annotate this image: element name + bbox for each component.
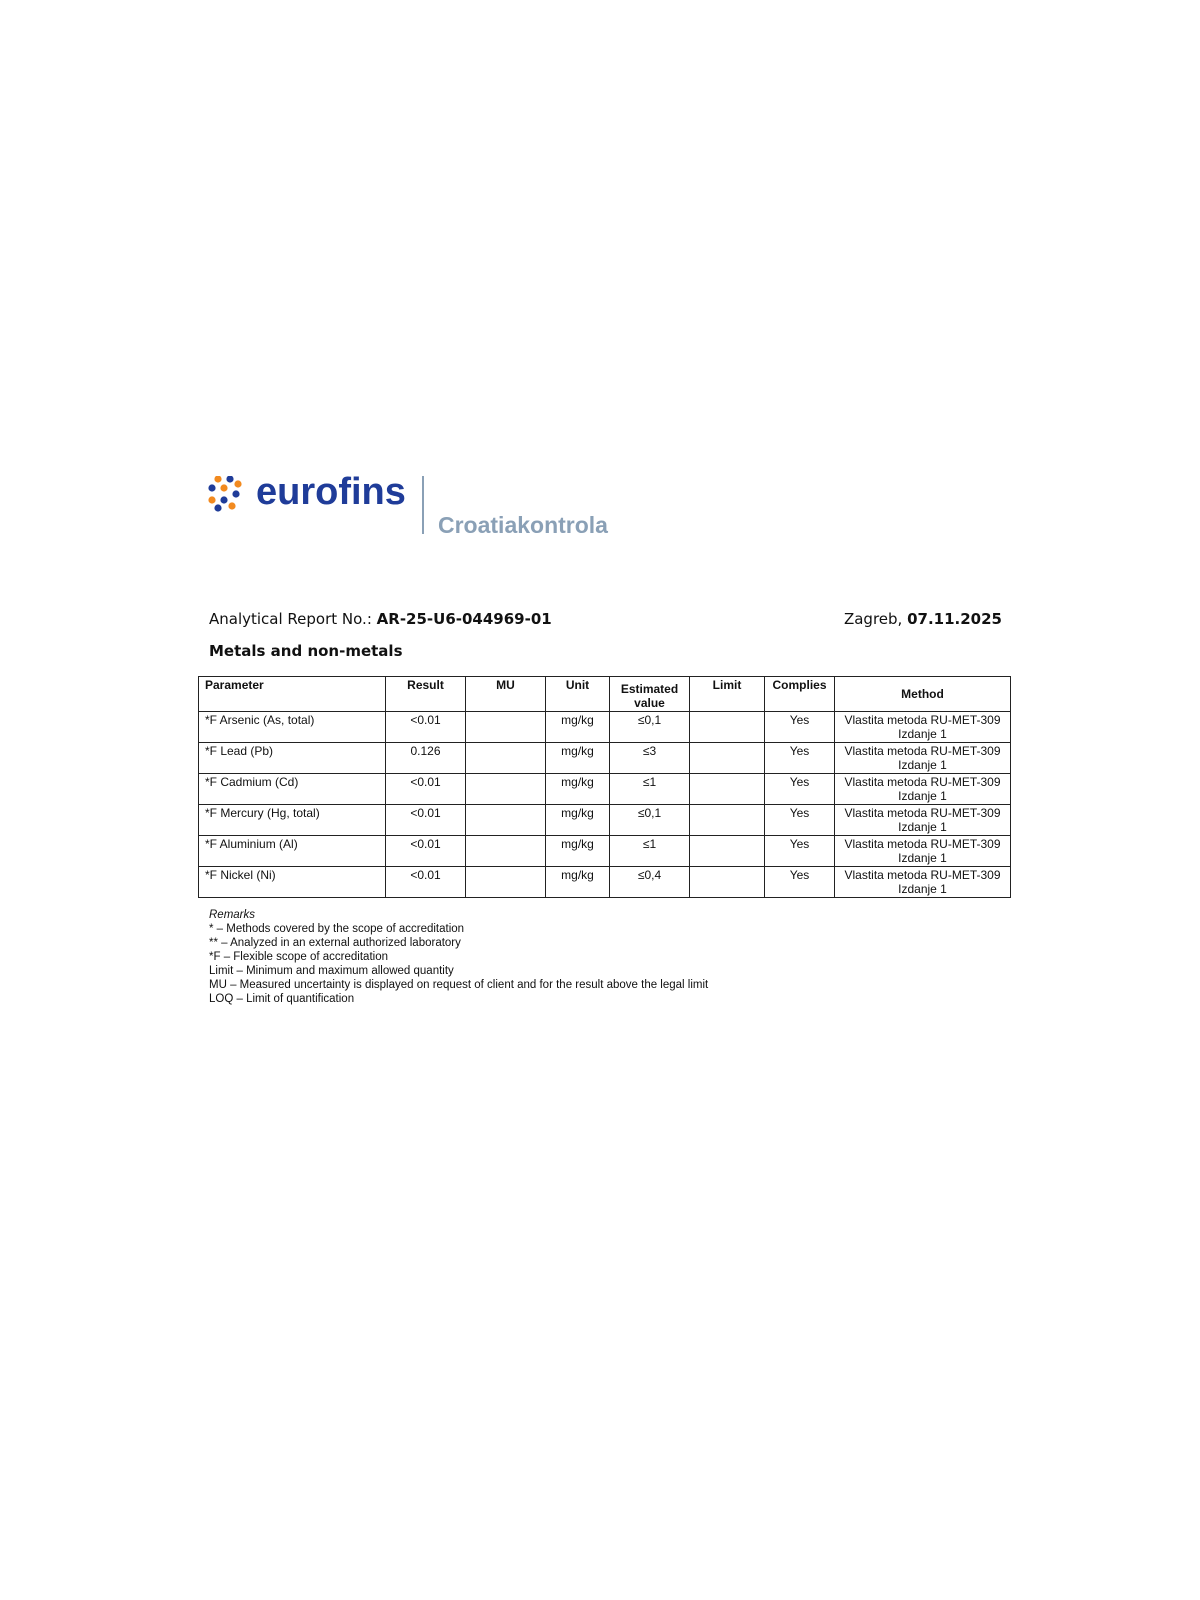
company-logo [208, 476, 628, 556]
header-result: Result [386, 677, 466, 712]
cell-limit [690, 712, 765, 743]
report-number-block [209, 610, 552, 628]
molecule-icon [208, 476, 241, 512]
method-line2: Izdanje 1 [898, 851, 947, 865]
report-date: 07.11.2025 [907, 610, 1002, 628]
cell-method [835, 774, 1011, 805]
remarks-block [209, 908, 708, 1006]
cell-parameter: *F Arsenic (As, total) [199, 712, 386, 743]
cell-result: <0.01 [386, 712, 466, 743]
header-estimated-value [610, 677, 690, 712]
cell-method [835, 712, 1011, 743]
cell-estimated: ≤1 [610, 836, 690, 867]
cell-complies: Yes [765, 836, 835, 867]
cell-mu [466, 774, 546, 805]
cell-result: <0.01 [386, 836, 466, 867]
cell-mu [466, 805, 546, 836]
cell-unit: mg/kg [546, 743, 610, 774]
cell-limit [690, 805, 765, 836]
header-limit: Limit [690, 677, 765, 712]
method-line1: Vlastita metoda RU-MET-309 [844, 837, 1001, 851]
section-title: Metals and non-metals [209, 642, 403, 660]
method-line2: Izdanje 1 [898, 789, 947, 803]
cell-complies: Yes [765, 805, 835, 836]
header-estimated-line1: Estimated [620, 682, 679, 696]
method-line2: Izdanje 1 [898, 820, 947, 834]
cell-estimated: ≤0,4 [610, 867, 690, 898]
header-estimated-line2: value [634, 696, 665, 710]
cell-limit [690, 774, 765, 805]
method-line1: Vlastita metoda RU-MET-309 [844, 744, 1001, 758]
table-row [199, 836, 1011, 867]
header-method: Method [835, 677, 1011, 712]
cell-mu [466, 743, 546, 774]
cell-method [835, 743, 1011, 774]
cell-parameter: *F Mercury (Hg, total) [199, 805, 386, 836]
report-header-line [209, 610, 1002, 634]
cell-result: <0.01 [386, 867, 466, 898]
cell-mu [466, 712, 546, 743]
table-row [199, 712, 1011, 743]
cell-complies: Yes [765, 743, 835, 774]
cell-unit: mg/kg [546, 774, 610, 805]
cell-parameter: *F Nickel (Ni) [199, 867, 386, 898]
remark-line: ** – Analyzed in an external authorized laboratory [209, 937, 461, 949]
method-line1: Vlastita metoda RU-MET-309 [844, 806, 1001, 820]
cell-limit [690, 867, 765, 898]
results-table [198, 676, 1011, 898]
cell-result: <0.01 [386, 805, 466, 836]
cell-method [835, 836, 1011, 867]
cell-result: <0.01 [386, 774, 466, 805]
cell-method [835, 867, 1011, 898]
header-unit: Unit [546, 677, 610, 712]
brand-wordmark: eurofins [256, 476, 406, 513]
method-line2: Izdanje 1 [898, 727, 947, 741]
header-complies: Complies [765, 677, 835, 712]
cell-unit: mg/kg [546, 712, 610, 743]
report-date-block [844, 610, 1002, 628]
table-row [199, 774, 1011, 805]
cell-parameter: *F Aluminium (Al) [199, 836, 386, 867]
table-header-row [199, 677, 1011, 712]
header-parameter: Parameter [199, 677, 386, 712]
cell-limit [690, 836, 765, 867]
cell-method [835, 805, 1011, 836]
remark-line: Limit – Minimum and maximum allowed quantity [209, 965, 454, 977]
report-number-label: Analytical Report No.: [209, 610, 377, 628]
cell-parameter: *F Lead (Pb) [199, 743, 386, 774]
table-row [199, 805, 1011, 836]
method-line2: Izdanje 1 [898, 758, 947, 772]
cell-mu [466, 836, 546, 867]
remark-line: MU – Measured uncertainty is displayed on request of client and for the result above the legal limit [209, 979, 709, 991]
cell-estimated: ≤1 [610, 774, 690, 805]
logo-divider [422, 476, 424, 534]
cell-complies: Yes [765, 774, 835, 805]
remark-line: * – Methods covered by the scope of accreditation [209, 923, 465, 935]
remark-line: LOQ – Limit of quantification [209, 993, 355, 1005]
remarks-title: Remarks [209, 909, 256, 921]
method-line2: Izdanje 1 [898, 882, 947, 896]
cell-estimated: ≤0,1 [610, 712, 690, 743]
eurofins-logo-graphic [208, 476, 628, 556]
method-line1: Vlastita metoda RU-MET-309 [844, 868, 1001, 882]
cell-complies: Yes [765, 712, 835, 743]
cell-unit: mg/kg [546, 805, 610, 836]
table-row [199, 743, 1011, 774]
cell-complies: Yes [765, 867, 835, 898]
cell-unit: mg/kg [546, 836, 610, 867]
remark-line: *F – Flexible scope of accreditation [209, 951, 388, 963]
cell-parameter: *F Cadmium (Cd) [199, 774, 386, 805]
table-row [199, 867, 1011, 898]
report-place: Zagreb, [843, 610, 908, 628]
cell-estimated: ≤3 [610, 743, 690, 774]
subbrand-wordmark: Croatiakontrola [438, 512, 608, 538]
cell-result: 0.126 [386, 743, 466, 774]
report-number: AR-25-U6-044969-01 [376, 610, 552, 628]
method-line1: Vlastita metoda RU-MET-309 [844, 775, 1001, 789]
header-mu: MU [466, 677, 546, 712]
cell-mu [466, 867, 546, 898]
cell-limit [690, 743, 765, 774]
cell-estimated: ≤0,1 [610, 805, 690, 836]
cell-unit: mg/kg [546, 867, 610, 898]
method-line1: Vlastita metoda RU-MET-309 [844, 713, 1001, 727]
